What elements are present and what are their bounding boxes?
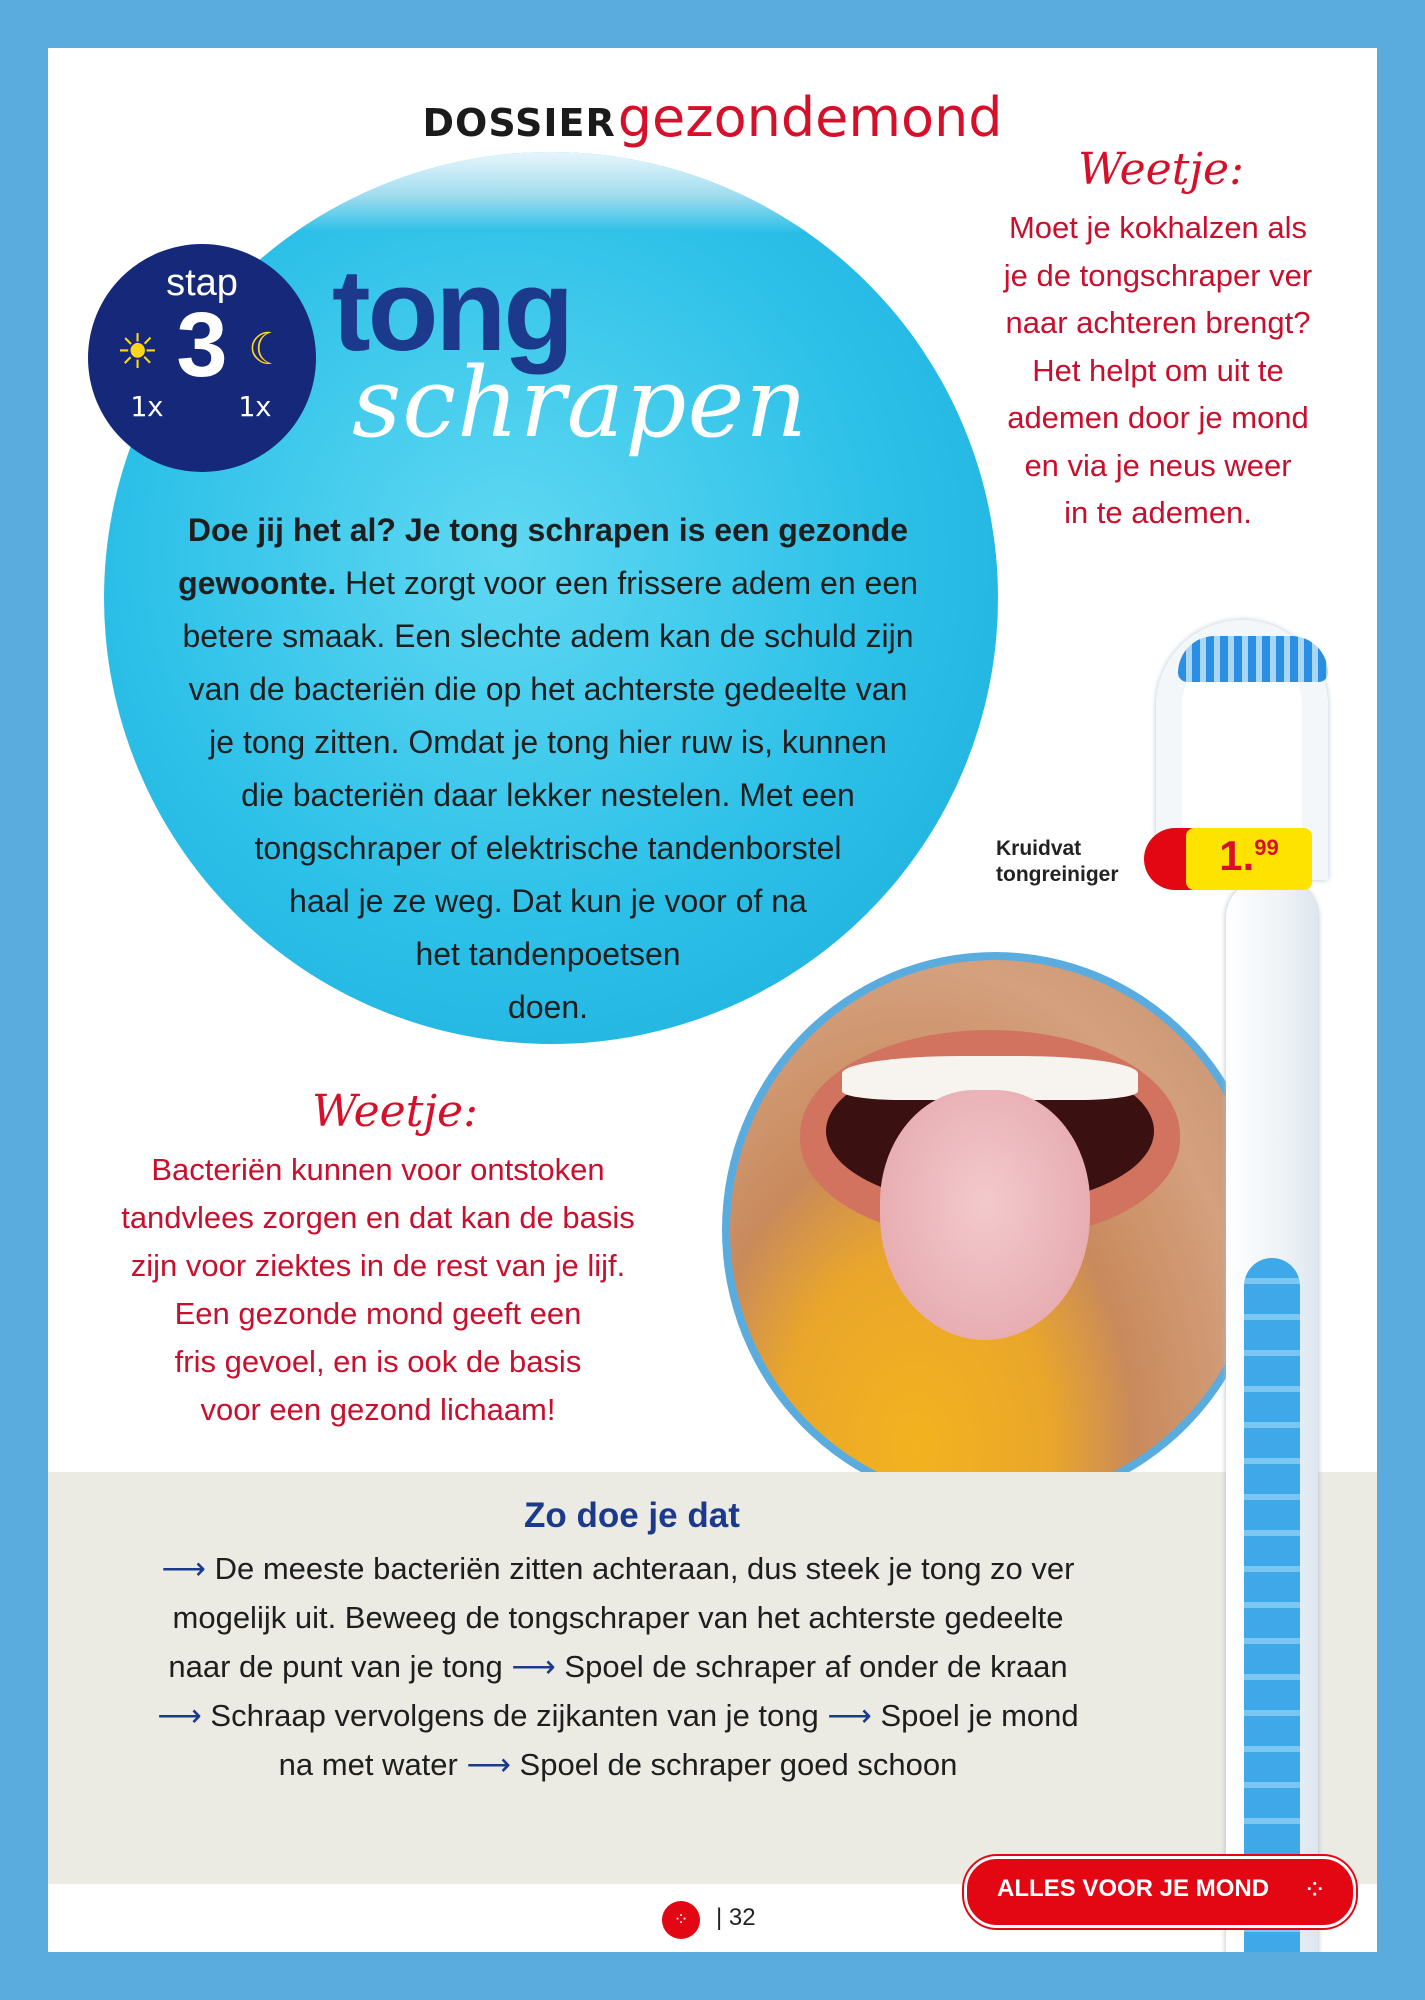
moon-icon: ☾	[248, 324, 288, 375]
weetje-top-line: je de tongschraper ver	[1003, 257, 1313, 293]
weetje-bottom-line: zijn voor ziektes in de rest van je lijf.	[130, 1248, 626, 1283]
intro-text-segment: haal je ze weg. Dat kun je voor of na	[289, 883, 807, 919]
weetje-bottom-text	[78, 1146, 678, 1434]
step-badge	[88, 244, 316, 472]
arrow-right-icon: ⟶	[511, 1649, 556, 1684]
step-number: 3	[176, 294, 228, 396]
page-header	[48, 86, 1377, 149]
page-separator: |	[716, 1904, 723, 1931]
intro-text-segment: die bacteriën daar lekker nestelen. Met een	[241, 777, 855, 813]
title-tong: tong	[332, 245, 572, 375]
howto-steps	[88, 1544, 1148, 1789]
arrow-right-icon: ⟶	[157, 1698, 202, 1733]
kruidvat-dots-icon: ⁘	[662, 1901, 700, 1939]
step-label: stap	[166, 262, 238, 304]
header-topic: gezondemond	[617, 86, 1003, 149]
weetje-top-line: naar achteren brengt?	[1005, 305, 1311, 340]
howto-segment: naar de punt van je tong	[168, 1649, 512, 1684]
howto-line	[88, 1740, 1148, 1789]
arrow-right-icon: ⟶	[827, 1698, 872, 1733]
weetje-top-line: Moet je kokhalzen als	[1008, 210, 1308, 245]
intro-text-segment: tongschraper of elektrische tandenborstel	[254, 830, 842, 866]
weetje-top-heading: Weetje:	[1078, 144, 1244, 195]
price-cents: 99	[1254, 835, 1279, 860]
title-schrapen: schrapen	[352, 347, 809, 459]
tongue-scraper-bristles	[1178, 636, 1328, 682]
intro-line	[138, 875, 958, 928]
intro-line	[138, 663, 958, 716]
page-number-value: 32	[728, 1904, 756, 1931]
intro-line	[138, 716, 958, 769]
weetje-bottom-line: tandvlees zorgen en dat kan de basis	[121, 1200, 635, 1235]
intro-line	[138, 822, 958, 875]
intro-text-segment: je tong zitten. Omdat je tong hier ruw is, kunnen	[209, 724, 887, 760]
howto-segment: mogelijk uit. Beweeg de tongschraper van het achterste gedeelte	[172, 1600, 1064, 1635]
cta-label: ALLES VOOR JE MOND	[997, 1875, 1270, 1902]
price-main: 1.	[1219, 832, 1255, 879]
tongue-scraper-grip	[1244, 1258, 1300, 1952]
intro-line	[138, 610, 958, 663]
intro-line	[138, 928, 958, 981]
water-surface	[104, 152, 998, 232]
howto-title: Zo doe je dat	[524, 1496, 740, 1535]
howto-segment: na met water	[278, 1747, 467, 1782]
product-brand: Kruidvat	[996, 837, 1082, 860]
howto-line	[88, 1593, 1148, 1642]
weetje-top-line: en via je neus weer	[1024, 447, 1292, 483]
intro-text-segment: betere smaak. Een slechte adem kan de schuld zijn	[182, 618, 914, 654]
evening-count: 1x	[238, 390, 272, 423]
weetje-bottom-line: Bacteriën kunnen voor ontstoken	[151, 1152, 605, 1187]
intro-line	[138, 769, 958, 822]
weetje-bottom-heading: Weetje:	[312, 1086, 478, 1137]
intro-bold: gewoonte.	[178, 565, 337, 601]
intro-line	[138, 504, 958, 557]
weetje-top-line: in te ademen.	[1064, 495, 1252, 530]
price-amount	[1186, 832, 1312, 880]
weetje-bottom-line: Een gezonde mond geeft een	[174, 1296, 582, 1331]
howto-segment: Spoel je mond	[871, 1698, 1079, 1733]
intro-text-segment: Het zorgt voor een frissere adem en een	[336, 565, 918, 601]
howto-line	[88, 1691, 1148, 1740]
product-name: tongreiniger	[996, 863, 1119, 886]
dots-icon: ⁘	[1303, 1873, 1327, 1906]
weetje-top-line: ademen door je mond	[1007, 400, 1309, 435]
intro-bold: Doe jij het al? Je tong schrapen is een gezonde	[187, 512, 909, 548]
howto-segment: Spoel de schraper af onder de kraan	[555, 1649, 1068, 1684]
header-dossier: DOSSIER	[422, 101, 616, 145]
product-label	[996, 836, 1119, 888]
intro-text-segment: het tandenpoetsen	[415, 936, 681, 972]
howto-line	[88, 1544, 1148, 1593]
sun-icon: ☀	[116, 324, 160, 380]
howto-segment: Spoel de schraper goed schoon	[510, 1747, 958, 1782]
page-number	[716, 1904, 756, 1932]
arrow-right-icon: ⟶	[161, 1551, 206, 1586]
weetje-bottom-line: voor een gezond lichaam!	[200, 1392, 556, 1427]
tongue	[880, 1090, 1090, 1340]
alles-voor-je-mond-button[interactable]	[964, 1856, 1356, 1928]
arrow-right-icon: ⟶	[466, 1747, 511, 1782]
howto-segment: Schraap vervolgens de zijkanten van je tong	[201, 1698, 828, 1733]
morning-count: 1x	[130, 390, 164, 423]
weetje-top-line: Het helpt om uit te	[1032, 352, 1284, 388]
intro-line	[138, 557, 958, 610]
intro-text	[138, 504, 958, 1034]
price-tag	[1144, 828, 1314, 890]
intro-text-segment: van de bacteriën die op het achterste gedeelte van	[188, 671, 908, 707]
intro-text-segment: doen.	[507, 989, 589, 1025]
weetje-bottom-line: fris gevoel, en is ook de basis	[174, 1344, 582, 1379]
howto-line	[88, 1642, 1148, 1691]
magazine-page	[48, 48, 1377, 1952]
weetje-top-text	[968, 204, 1348, 537]
howto-segment: De meeste bacteriën zitten achteraan, dus steek je tong zo ver	[205, 1551, 1075, 1586]
mouth-photo	[722, 952, 1268, 1508]
